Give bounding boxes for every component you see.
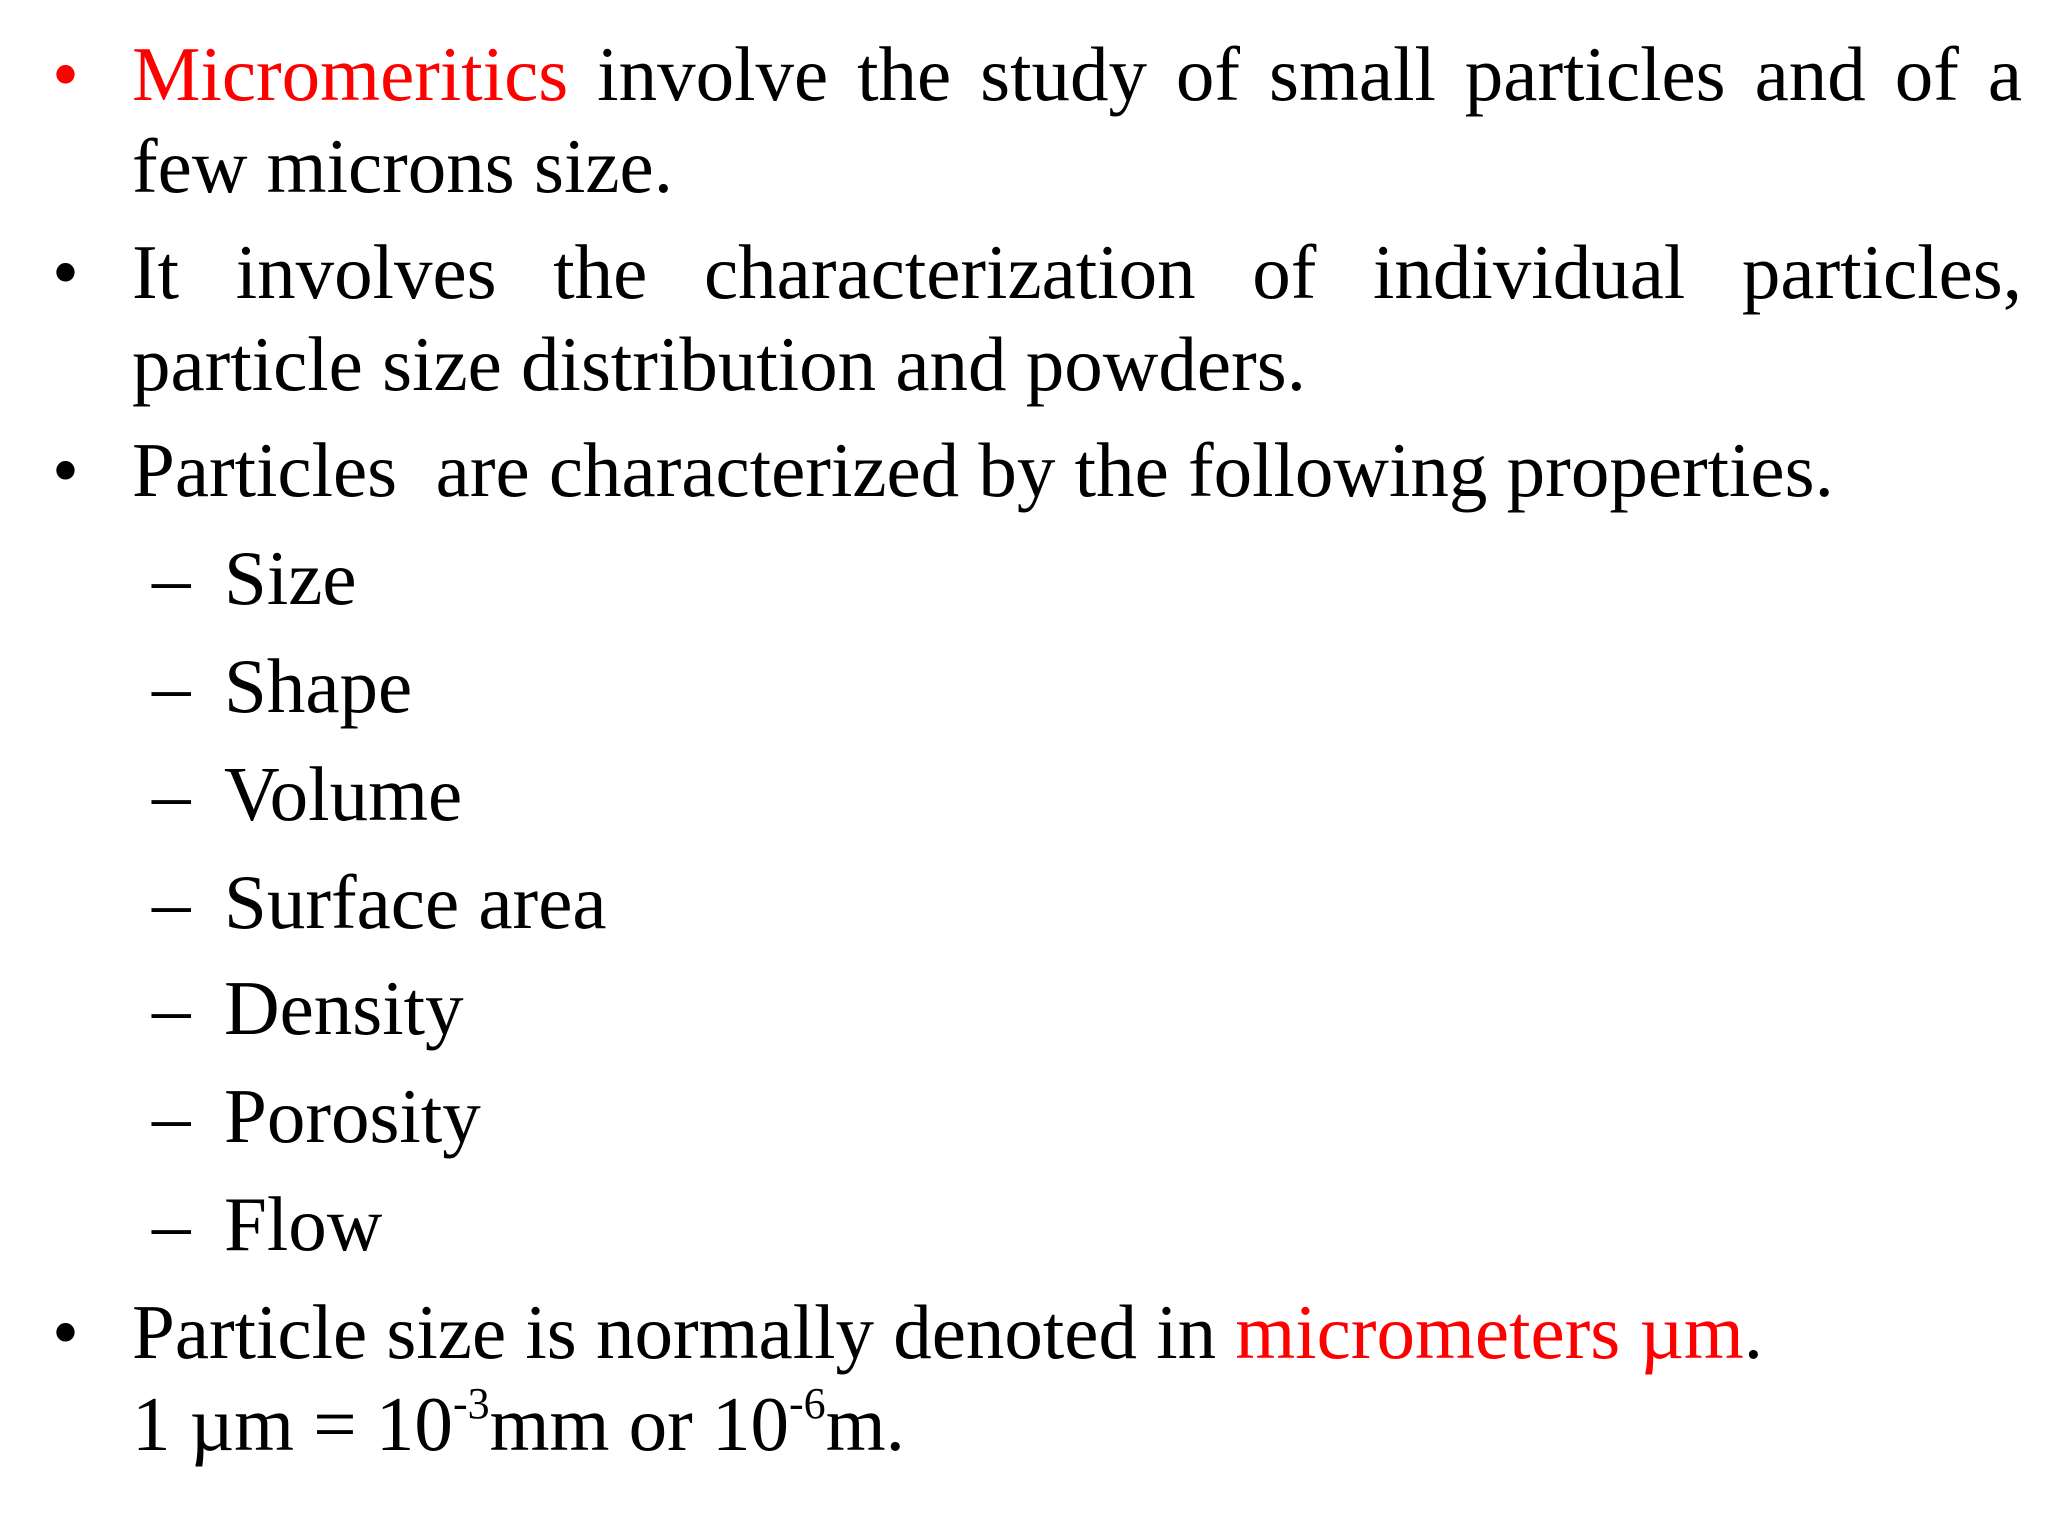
property-item xyxy=(152,532,357,624)
bullet-dot: • xyxy=(52,31,79,117)
bullet-dot: • xyxy=(52,1289,79,1375)
property-item xyxy=(152,640,412,732)
dash: – xyxy=(152,535,191,621)
property-item xyxy=(152,856,607,948)
exponent-mm: -3 xyxy=(452,1379,490,1428)
unit-mid: mm or 10 xyxy=(489,1381,790,1467)
bullet-text xyxy=(132,28,2022,212)
property-item xyxy=(152,1178,382,1270)
dash: – xyxy=(152,965,191,1051)
bullet-text-rest: involve the study of small particles and of a few microns size. xyxy=(132,31,2022,209)
property-label: Porosity xyxy=(224,1073,481,1159)
highlight-micromeritics: Micromeritics xyxy=(132,31,569,117)
property-item xyxy=(152,962,464,1054)
property-label: Density xyxy=(224,965,464,1051)
bullet-text: It involves the characterization of individual particles, particle size distribution and powders. xyxy=(132,229,2022,407)
unit-end: m. xyxy=(825,1381,905,1467)
dash: – xyxy=(152,1073,191,1159)
bullet-text-before: Particle size is normally denoted in xyxy=(132,1289,1236,1375)
property-label: Size xyxy=(224,535,357,621)
dash: – xyxy=(152,643,191,729)
bullet-dot: • xyxy=(52,427,79,513)
property-item xyxy=(152,1070,481,1162)
unit-conversion xyxy=(132,1378,905,1470)
exponent-m: -6 xyxy=(789,1379,826,1428)
bullet-text-after: . xyxy=(1743,1289,1763,1375)
bullet-dot: • xyxy=(52,229,79,315)
dash: – xyxy=(152,1181,191,1267)
highlight-micrometers: micrometers µm xyxy=(1235,1289,1744,1375)
property-label: Shape xyxy=(224,643,413,729)
property-label: Volume xyxy=(224,751,463,837)
dash: – xyxy=(152,751,191,837)
dash: – xyxy=(152,859,191,945)
property-item xyxy=(152,748,462,840)
bullet-text: Particles are characterized by the following properties. xyxy=(132,427,1834,513)
property-label: Surface area xyxy=(224,859,607,945)
property-label: Flow xyxy=(224,1181,383,1267)
unit-lhs: 1 µm = 10 xyxy=(132,1381,453,1467)
bullet-text xyxy=(132,1286,2022,1378)
